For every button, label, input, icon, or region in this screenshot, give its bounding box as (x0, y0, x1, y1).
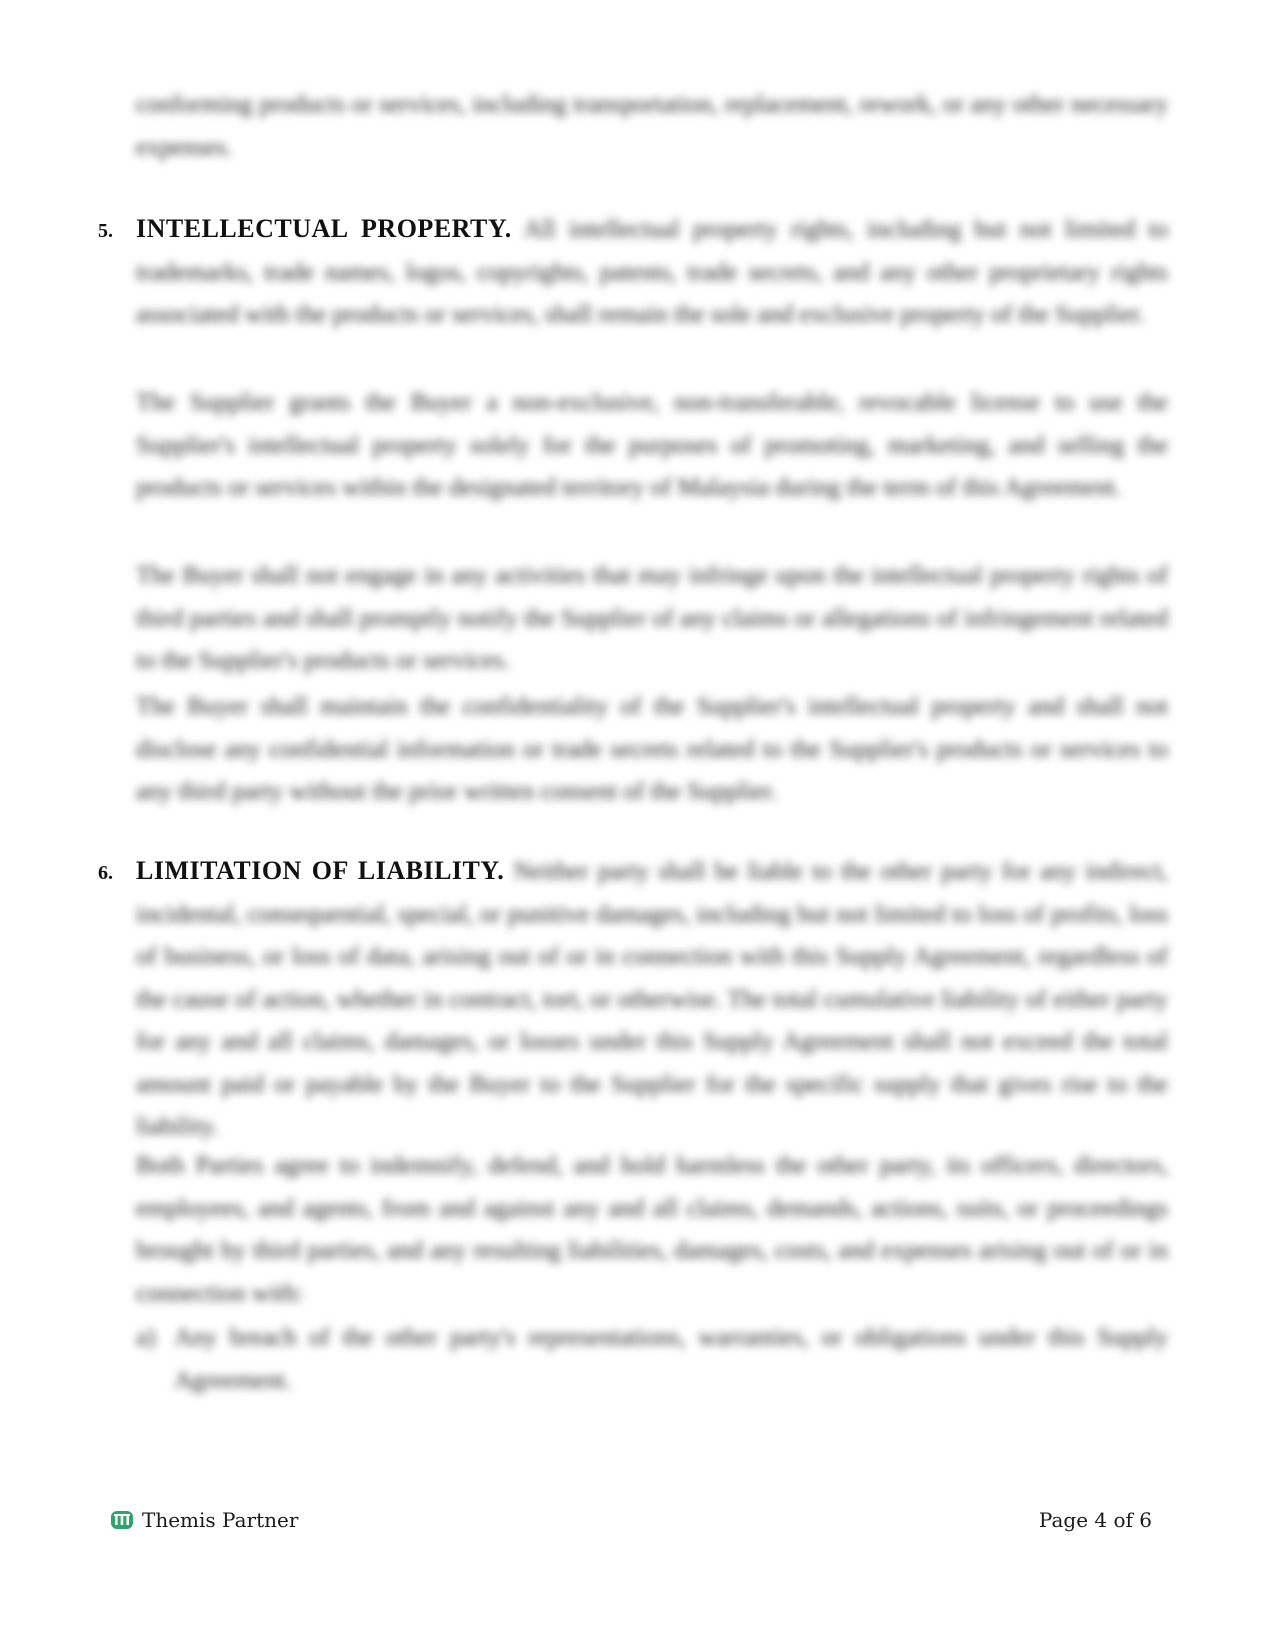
section-6-lead (136, 850, 1168, 1149)
footer-brand (110, 1508, 298, 1532)
section-5-paragraph: The Supplier grants the Buyer a non-exclusive, non-transferable, revocable license to use the Supplier's intellectual property solely for the purposes of promoting, marketing, and selling the products or services within the designated territory of Malaysia during the term of this Agreement. (136, 389, 1168, 501)
section-6-paragraph: Both Parties agree to indemnify, defend, and hold harmless the other party, its officers, directors, employees, and agents, from and against any and all claims, demands, actions, suits, or proceedings brought by third parties, and any resulting liabilities, damages, costs, and expenses arising out of or in connection with: (136, 1152, 1168, 1307)
section-5-paragraph: The Buyer shall maintain the confidentiality of the Supplier's intellectual property and shall not disclose any confidential information or trade secrets related to the Supplier's products or services to any third party without the prior written consent of the Supplier. (136, 693, 1168, 805)
section-5-title: INTELLECTUAL PROPERTY. (136, 214, 512, 243)
page-number: Page 4 of 6 (1038, 1508, 1152, 1532)
list-item (136, 1317, 1168, 1402)
section-6-number: 6. (98, 862, 113, 884)
section-6-title: LIMITATION OF LIABILITY. (136, 856, 505, 885)
section-6-lead-text: Neither party shall be liable to the other party for any indirect, incidental, consequential, special, or punitive damages, including but not limited to loss of profits, loss of business, or loss of data, arising out of or in connection with this Supply Agreement, regardless of the cause of action, whether in contract, tort, or otherwise. The total cumulative liability of either party for any and all claims, damages, or losses under this Supply Agreement shall not exceed the total amount paid or payable by the Buyer to the Supplier for the specific supply that gives rise to the liability. (136, 858, 1169, 1140)
list-item-text: Any breach of the other party's representations, warranties, or obligations under this Supply Agreement. (174, 1324, 1168, 1394)
list-marker: a) (136, 1324, 156, 1351)
section-5-paragraph: The Buyer shall not engage in any activities that may infringe upon the intellectual property rights of third parties and shall promptly notify the Supplier of any claims or allegations of infringement related to the Supplier's products or services. (136, 562, 1168, 674)
section-5-number: 5. (98, 220, 113, 242)
section-5-lead (136, 208, 1168, 337)
themis-logo-icon (110, 1509, 134, 1531)
section-5-lead-text: All intellectual property rights, including but not limited to trademarks, trade names, logos, copyrights, patents, trade secrets, and any other proprietary rights associated with the products or services, shall remain the sole and exclusive property of the Supplier. (136, 216, 1168, 328)
continuation-paragraph: conforming products or services, including transportation, replacement, rework, or any other necessary expenses. (136, 91, 1168, 161)
footer-brand-name: Themis Partner (142, 1508, 299, 1532)
